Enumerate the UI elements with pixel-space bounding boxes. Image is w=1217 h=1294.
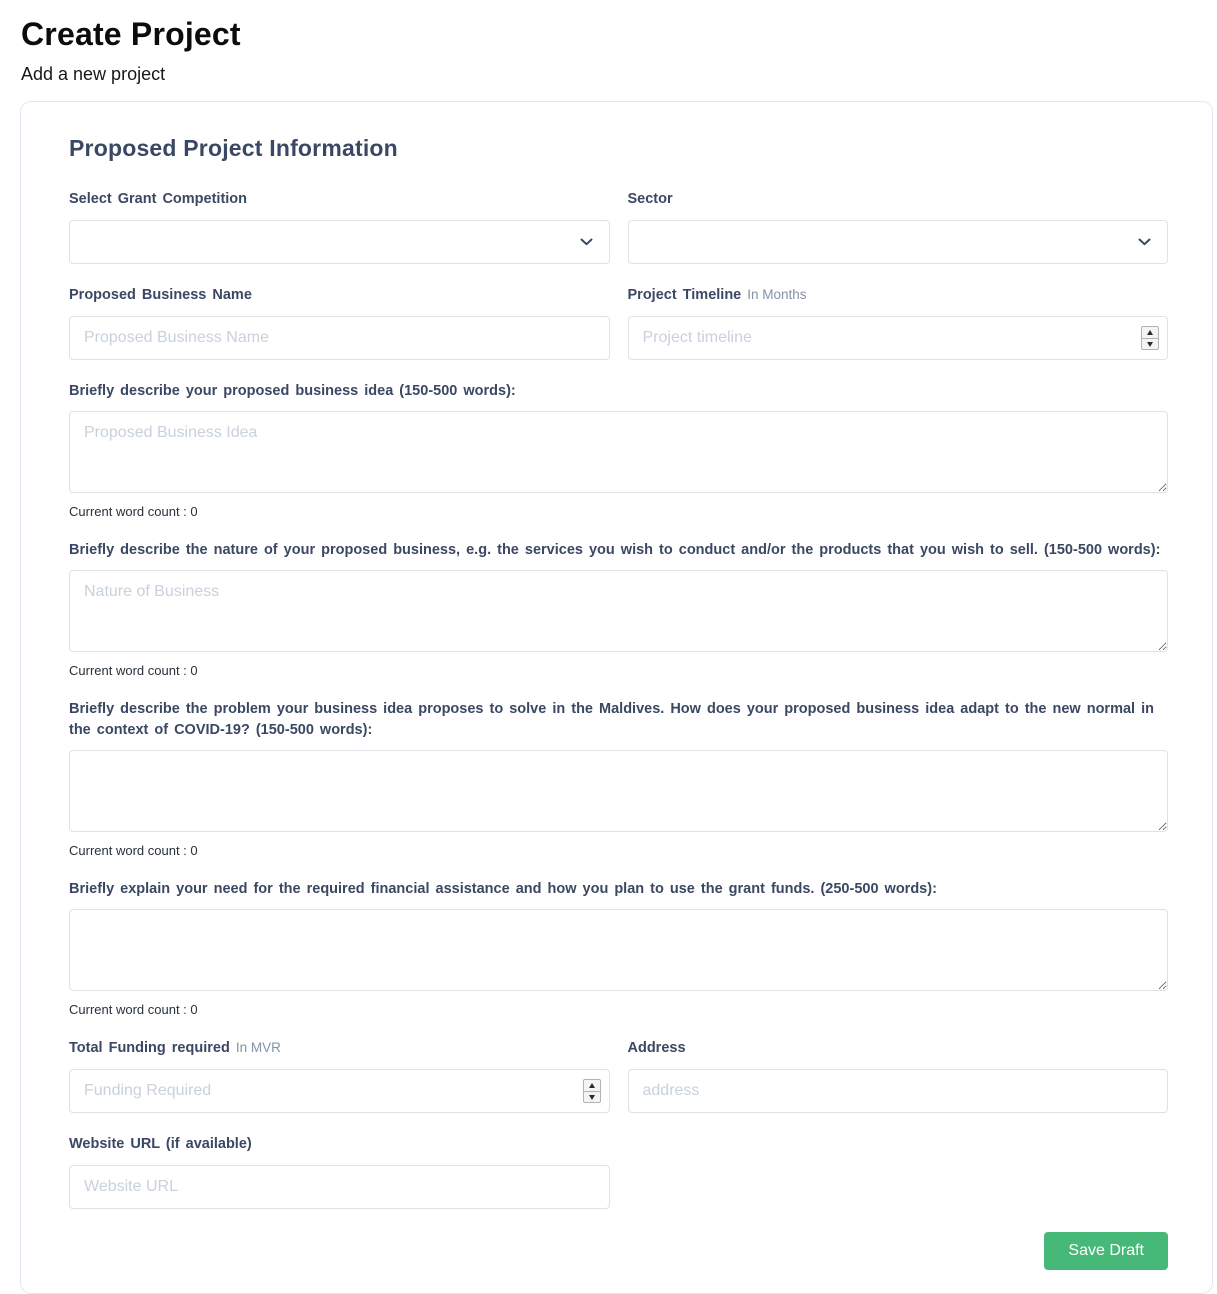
page-subtitle: Add a new project: [21, 64, 166, 84]
timeline-group: [628, 285, 1169, 360]
grant-competition-select[interactable]: [69, 220, 610, 264]
address-label: Address: [627, 1040, 686, 1057]
sector-select[interactable]: [628, 220, 1169, 264]
save-draft-button[interactable]: Save Draft: [1044, 1232, 1168, 1270]
nature-of-business-word-count: Current word count : 0: [69, 663, 198, 679]
problem-solved-textarea[interactable]: [69, 750, 1168, 832]
problem-solved-label: Briefly describe the problem your business idea proposes to solve in the Maldives. How does your proposed business idea adapt to the new normal in the context of COVID-19? (150-500 words):: [69, 701, 1154, 739]
form-footer: [69, 1232, 1168, 1270]
business-name-group: [69, 285, 610, 360]
business-name-label: Proposed Business Name: [69, 287, 252, 304]
timeline-input[interactable]: [628, 316, 1169, 360]
nature-of-business-textarea[interactable]: [69, 570, 1168, 652]
page-title: Create Project: [21, 16, 241, 52]
business-idea-textarea[interactable]: [69, 411, 1168, 493]
sector-group: [628, 189, 1169, 264]
problem-solved-group: [69, 699, 1168, 858]
total-funding-label: Total Funding required In MVR: [69, 1040, 281, 1057]
timeline-unit-label: In Months: [747, 287, 807, 303]
website-url-input[interactable]: [69, 1165, 610, 1209]
funding-need-label: Briefly explain your need for the required financial assistance and how you plan to use the grant funds. (250-500 words):: [69, 881, 937, 898]
funding-need-textarea[interactable]: [69, 909, 1168, 991]
website-url-label: Website URL (if available): [69, 1136, 252, 1153]
nature-of-business-label: Briefly describe the nature of your proposed business, e.g. the services you wish to conduct and/or the products that you wish to sell. (150-500 words):: [69, 542, 1161, 559]
funding-need-group: [69, 879, 1168, 1017]
grant-competition-label: Select Grant Competition: [69, 191, 248, 207]
total-funding-group: [69, 1038, 610, 1113]
business-idea-word-count: Current word count : 0: [69, 504, 198, 520]
project-form-card: [20, 101, 1213, 1294]
address-input[interactable]: [628, 1069, 1169, 1113]
stepper-down-icon[interactable]: [1142, 338, 1158, 349]
business-name-input[interactable]: [69, 316, 610, 360]
website-url-group: [69, 1134, 610, 1209]
number-stepper[interactable]: [583, 1079, 601, 1103]
stepper-down-icon[interactable]: [584, 1091, 600, 1102]
card-heading: Proposed Project Information: [69, 135, 398, 161]
business-idea-group: [69, 381, 1168, 519]
number-stepper[interactable]: [1141, 326, 1159, 350]
total-funding-input[interactable]: [69, 1069, 610, 1113]
stepper-up-icon[interactable]: [584, 1080, 600, 1091]
funding-need-word-count: Current word count : 0: [69, 1002, 198, 1018]
create-project-form: [69, 189, 1168, 1270]
grant-competition-group: [69, 189, 610, 264]
page-header: [0, 0, 1217, 85]
total-funding-unit-label: In MVR: [235, 1040, 281, 1056]
sector-label: Sector: [627, 191, 673, 207]
stepper-up-icon[interactable]: [1142, 327, 1158, 338]
problem-solved-word-count: Current word count : 0: [69, 843, 198, 859]
business-idea-label: Briefly describe your proposed business idea (150-500 words):: [69, 383, 516, 400]
nature-of-business-group: [69, 540, 1168, 678]
address-group: [628, 1038, 1169, 1113]
timeline-label: Project Timeline In Months: [627, 287, 807, 304]
